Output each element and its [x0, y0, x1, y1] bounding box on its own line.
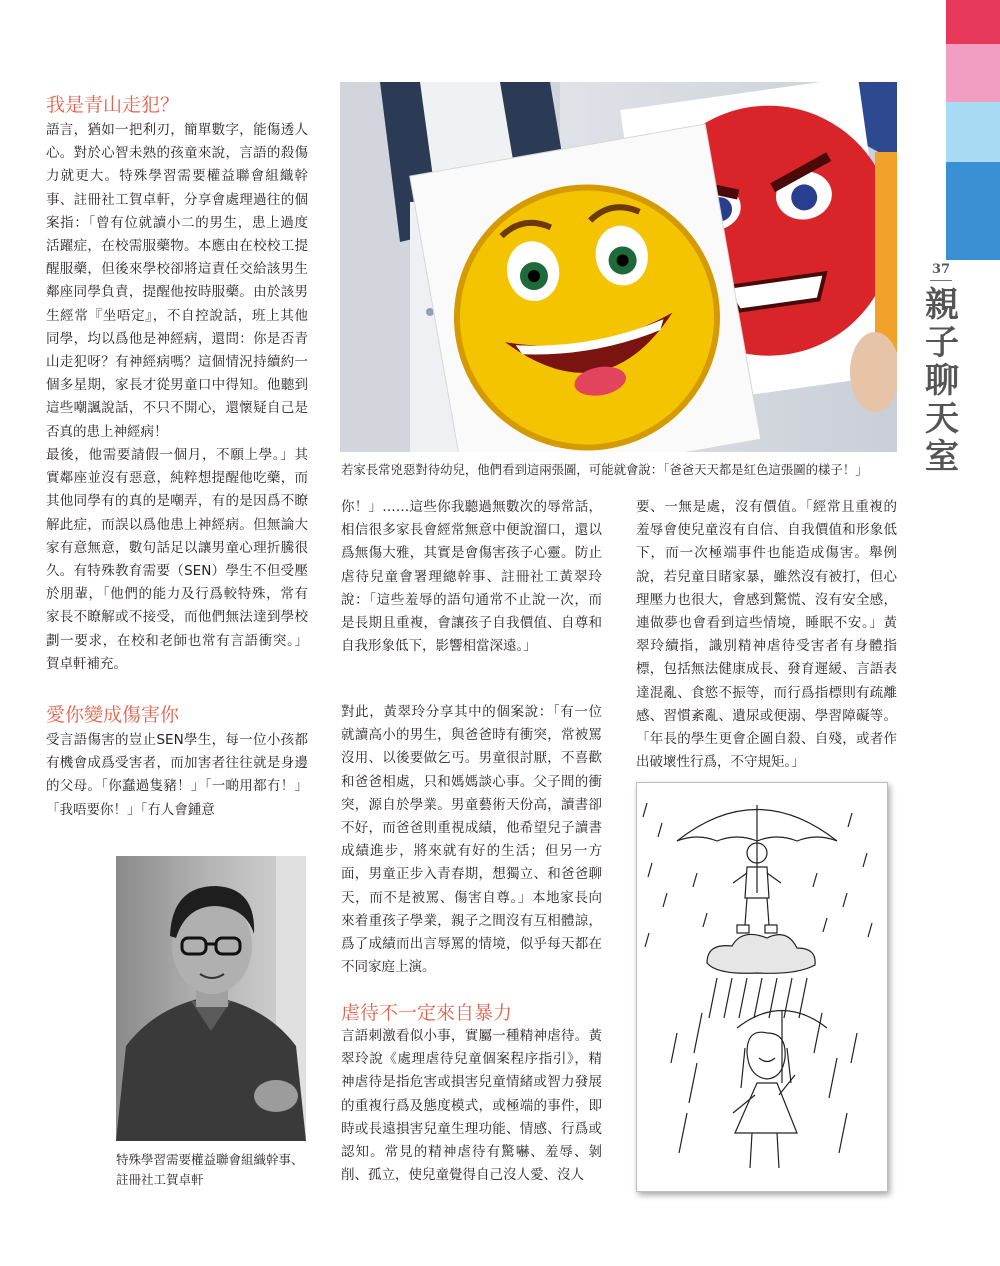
section-title-char: 聊 — [925, 361, 959, 401]
article-col1-block3 — [46, 729, 308, 822]
paragraph: 語言，猶如一把利刃，簡單數字，能傷透人心。對於心智未熟的孩童來說，言語的殺傷力就更大。特殊學習需要權益聯會組織幹事、註冊社工賀卓軒，分享會處理過往的個案指：「曾有位就讀小二的男生，患上過度活躍症，在校需服藥物。本應由在校校工提醒服藥，但後來學校卻將這責任交給該男生鄰座同學負責，提醒他按時服藥。由於該男生經常『坐唔定』，不自控說話，班上其他同學，均以爲他是神經病，還問：你是否青山走犯呀？有神經病嗎？這個情況持續約一個多星期，家長才從男童口中得知。他聽到這些嘲諷說話，不只不開心，還懷疑自己是否真的患上神經病！ — [46, 122, 308, 440]
color-strip-cyan — [946, 102, 1000, 162]
article-col1-block2 — [46, 444, 308, 676]
color-strip-blue — [946, 162, 1000, 260]
rain-umbrella-drawing — [637, 783, 887, 1191]
heading-not-only-violence: 虐待不一定來自暴力 — [341, 1002, 513, 1024]
heading-love-hurt: 愛你變成傷害你 — [46, 704, 180, 726]
section-title-char: 天 — [925, 399, 959, 439]
caption-social-worker: 特殊學習需要權益聯會組織幹事、註冊社工賀卓軒 — [116, 1152, 304, 1187]
section-title-char: 親 — [925, 285, 959, 325]
page-number-divider — [930, 280, 952, 281]
section-title — [924, 286, 960, 476]
photo-social-worker — [116, 856, 306, 1141]
page-number: 37 — [931, 262, 951, 277]
paragraph: 最後，他需要請假一個月，不願上學。」其實鄰座並沒有惡意，純粹想提醒他吃藥，而其他同學有的真的是嘲弄，有的是因爲不瞭解此症，而誤以爲他患上神經病。但無論大家有意無意，數句話足以讓男童心理折騰很久。有特殊教育需要（SEN）學生不但受壓於朋輩，「他們的能力及行爲較特殊，常有家長不瞭解或不接受，而他們無法達到學校劃一要求，在校和老師也常有言語衝突。」賀卓軒補充。 — [46, 447, 308, 672]
paragraph: 對此，黃翠玲分享其中的個案說：「有一位就讀高小的男生，與爸爸時有衝突，常被罵沒用、以後要做乞丐。男童很討厭，不喜歡和爸爸相處，只和媽媽談心事。父子間的衝突，源自於學業。男童藝術天份高，讀書卻不好，而爸爸則重視成績，他希望兒子讀書成績進步，將來就有好的生活；但另一方面，男童正步入青春期，想獨立、和爸爸聊天，而不是被罵、傷害自尊。」本地家長向來着重孩子學業，親子之間沒有互相體諒，爲了成績而出言辱罵的情境，似乎每天都在不同家庭上演。 — [341, 704, 602, 976]
article-col2-block3 — [341, 1025, 602, 1187]
section-title-char: 室 — [925, 437, 959, 477]
paragraph: 言語刺激看似小事，實屬一種精神虐待。黃翠玲說《處理虐待兒童個案程序指引》，精神虐待是指危害或損害兒童情緒或智力發展的重複行爲及態度模式，或極端的事件，即時或長遠損害兒童生理功能、情感、行爲或認知。常見的精神虐待有驚嚇、羞辱、剝削、孤立，使兒童覺得自己沒人愛、沒人 — [341, 1028, 602, 1184]
color-strip-pink — [946, 44, 1000, 102]
article-col2-block2 — [341, 701, 602, 979]
heading-qingshan: 我是青山走犯？ — [46, 94, 180, 116]
paragraph: 你！」……這些你我聽過無數次的辱常話，相信很多家長會經常無意中便說溜口，還以爲無傷大雅，其實是會傷害孩子心靈。防止虐待兒童會署理總幹事、註冊社工黃翠玲說：「這些羞辱的語句通常不止說一次，而是長期且重複，會讓孩子自我價值、自尊和自我形象低下，影響相當深遠。」 — [341, 499, 602, 655]
paragraph: 受言語傷害的豈止SEN學生，每一位小孩都有機會成爲受害者，而加害者往往就是身邊的父母。「你蠢過隻豬！」「一啲用都冇！」「我唔要你！」「冇人會鍾意 — [46, 732, 308, 818]
article-col3-block1 — [636, 496, 897, 774]
caption-emoji-photo: 若家長常兇惡對待幼兒，他們看到這兩張圖，可能就會說：「爸爸天天都是紅色這張圖的樣子！」 — [341, 462, 868, 477]
paragraph: 要、一無是處，沒有價值。「經常且重複的羞辱會使兒童沒有自信、自我價值和形象低下，而一次極端事件也能造成傷害。舉例說，若兒童目睹家暴，雖然沒有被打，但心理壓力也很大，會感到驚慌、沒有安全感，連做夢也會看到這些情境，睡眠不安。」黃翠玲續指，識別精神虐待受害者有身體指標，包括無法健康成長、發育遲緩、言語表達混亂、食慾不振等，而行爲指標則有疏離感、習慣紊亂、遺尿或便溺、學習障礙等。「年長的學生更會企圖自殺、自殘，或者作出破壞性行爲，不守規矩。」 — [636, 499, 897, 771]
section-title-char: 子 — [925, 323, 959, 363]
article-col2-block1 — [341, 496, 602, 658]
man-illustration — [116, 856, 306, 1141]
child-drawing — [636, 782, 888, 1192]
article-col1-block1 — [46, 119, 308, 444]
color-strip-red — [946, 0, 1000, 44]
photo-emoji-cards — [340, 82, 897, 452]
emoji-cards-illustration — [340, 82, 897, 452]
